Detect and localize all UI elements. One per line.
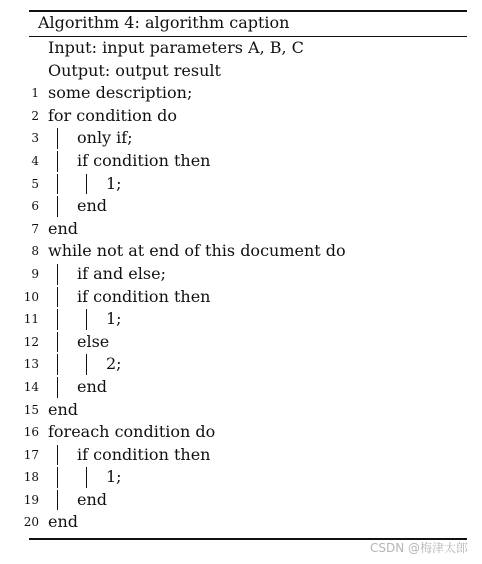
line-number: 5 bbox=[31, 176, 39, 191]
algorithm-line bbox=[0, 105, 482, 128]
line-text: Input: input parameters A, B, C bbox=[48, 38, 304, 57]
line-number: 13 bbox=[23, 357, 39, 372]
algorithm-body bbox=[0, 37, 482, 534]
algorithm-line bbox=[0, 173, 482, 196]
block-bar bbox=[86, 354, 87, 375]
block-bar bbox=[86, 467, 87, 488]
algorithm-line bbox=[0, 331, 482, 354]
block-bar bbox=[57, 354, 58, 375]
line-number: 6 bbox=[31, 199, 39, 214]
line-number: 12 bbox=[23, 334, 39, 349]
line-text: if condition then bbox=[77, 150, 211, 170]
line-text: end bbox=[77, 376, 108, 396]
line-text: end bbox=[77, 489, 108, 509]
block-bar bbox=[57, 151, 58, 172]
line-text: if and else; bbox=[77, 263, 166, 283]
line-number: 8 bbox=[31, 244, 39, 259]
algorithm-line bbox=[0, 82, 482, 105]
line-number: 18 bbox=[23, 470, 39, 485]
block-bar bbox=[57, 128, 58, 149]
line-text: end bbox=[48, 218, 79, 238]
block-bar bbox=[57, 287, 58, 308]
algorithm-line bbox=[0, 489, 482, 512]
line-number: 3 bbox=[31, 131, 39, 146]
line-number: 14 bbox=[23, 379, 39, 394]
algorithm-line bbox=[0, 286, 482, 309]
line-text: for condition do bbox=[48, 105, 177, 125]
line-text: 1; bbox=[106, 309, 122, 329]
block-bar bbox=[57, 264, 58, 285]
algorithm-line bbox=[0, 511, 482, 534]
algorithm-line bbox=[0, 240, 482, 263]
line-number: 17 bbox=[23, 447, 39, 462]
line-number: 20 bbox=[23, 515, 39, 530]
block-bar bbox=[57, 309, 58, 330]
line-number: 2 bbox=[31, 108, 39, 123]
block-bar bbox=[86, 174, 87, 195]
block-bar bbox=[57, 467, 58, 488]
line-number: 4 bbox=[31, 153, 39, 168]
algorithm-line bbox=[0, 421, 482, 444]
block-bar bbox=[57, 174, 58, 195]
line-text: end bbox=[48, 399, 79, 419]
block-bar bbox=[57, 196, 58, 217]
algorithm-line bbox=[0, 218, 482, 241]
algorithm-line bbox=[0, 376, 482, 399]
block-bar bbox=[86, 309, 87, 330]
line-text: 1; bbox=[106, 173, 122, 193]
line-text: end bbox=[77, 196, 108, 216]
line-text: else bbox=[77, 331, 110, 351]
line-number: 9 bbox=[31, 266, 39, 281]
line-text: 2; bbox=[106, 354, 122, 374]
line-text: 1; bbox=[106, 467, 122, 487]
block-bar bbox=[57, 377, 58, 398]
algorithm-line bbox=[0, 150, 482, 173]
line-number: 15 bbox=[23, 402, 39, 417]
algorithm-line bbox=[0, 444, 482, 467]
line-number: 16 bbox=[23, 425, 39, 440]
line-text: if condition then bbox=[77, 286, 211, 306]
algorithm-caption: Algorithm 4: algorithm caption bbox=[38, 13, 290, 32]
line-text: while not at end of this document do bbox=[48, 241, 346, 261]
line-text: only if; bbox=[77, 128, 133, 148]
algorithm-line bbox=[0, 308, 482, 331]
line-text: Output: output result bbox=[48, 60, 221, 80]
algorithm-line bbox=[0, 263, 482, 286]
line-text: if condition then bbox=[77, 444, 211, 464]
line-text: end bbox=[48, 512, 79, 532]
line-number: 7 bbox=[31, 221, 39, 236]
algorithm-line bbox=[0, 127, 482, 150]
line-text: foreach condition do bbox=[48, 422, 216, 442]
algorithm-line bbox=[0, 60, 482, 83]
algorithm-line bbox=[0, 399, 482, 422]
line-number: 19 bbox=[23, 492, 39, 507]
line-number: 10 bbox=[23, 289, 39, 304]
algorithm-line bbox=[0, 195, 482, 218]
line-number: 1 bbox=[31, 86, 39, 101]
block-bar bbox=[57, 332, 58, 353]
algorithm-line bbox=[0, 466, 482, 489]
line-text: some description; bbox=[48, 83, 193, 103]
algorithm-line bbox=[0, 353, 482, 376]
block-bar bbox=[57, 445, 58, 466]
watermark: CSDN @梅津太郎 bbox=[369, 541, 468, 555]
block-bar bbox=[57, 490, 58, 511]
line-number: 11 bbox=[23, 312, 39, 327]
algorithm-line bbox=[0, 37, 482, 60]
